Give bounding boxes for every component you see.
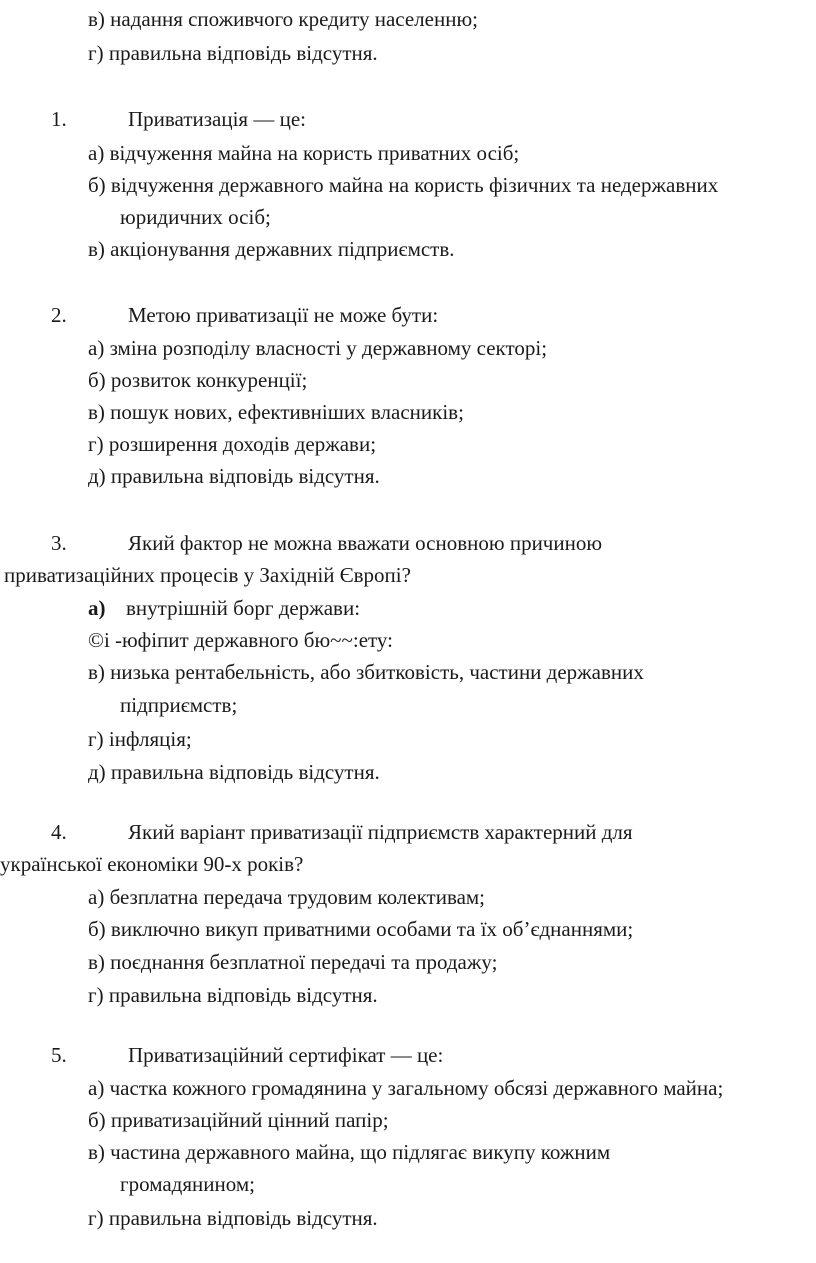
q3-option-a: внутрішній борг держави: — [126, 596, 361, 620]
q3-text-line1: Який фактор не можна вважати основною причиною — [128, 531, 603, 555]
q3-number: 3. — [51, 531, 67, 555]
q2-option-b: б) розвиток конкуренції; — [88, 368, 308, 392]
q1-text: Приватизація — це: — [128, 107, 306, 131]
q3-option-v-line1: в) низька рентабельність, або збитковість, частини державних — [88, 660, 644, 684]
q2-option-v: в) пошук нових, ефективніших власників; — [88, 400, 464, 424]
q4-option-g: г) правильна відповідь відсутня. — [88, 983, 378, 1007]
q1-number: 1. — [51, 107, 67, 131]
q4-option-v: в) поєднання безплатної передачі та продажу; — [88, 950, 498, 974]
q4-option-a: а) безплатна передача трудовим колективам; — [88, 885, 486, 909]
q1-option-a: а) відчуження майна на користь приватних осіб; — [88, 141, 520, 165]
q3-option-v-line2: підприємств; — [120, 693, 238, 717]
q4-text-line2: української економіки 90-х років? — [0, 852, 304, 876]
q5-option-b: б) приватизаційний цінний папір; — [88, 1108, 389, 1132]
q5-number: 5. — [51, 1043, 67, 1067]
q2-text: Метою приватизації не може бути: — [128, 303, 439, 327]
q5-option-v-line1: в) частина державного майна, що підлягає викупу кожним — [88, 1140, 611, 1164]
q4-text-line1: Який варіант приватизації підприємств характерний для — [128, 820, 633, 844]
q2-number: 2. — [51, 303, 67, 327]
q1-option-b-line1: б) відчуження державного майна на користь фізичних та недержавних — [88, 173, 719, 197]
q2-option-a: а) зміна розподілу власності у державному секторі; — [88, 336, 548, 360]
q4-number: 4. — [51, 820, 67, 844]
q3-option-b: ©і -юфіпит державного бю~~:ету: — [88, 628, 393, 652]
q5-option-g: г) правильна відповідь відсутня. — [88, 1206, 378, 1230]
q2-option-g: г) розширення доходів держави; — [88, 432, 377, 456]
q5-option-a: а) частка кожного громадянина у загальному обсязі державного майна; — [88, 1076, 724, 1100]
q5-option-v-line2: громадянином; — [120, 1172, 255, 1196]
q1-option-v: в) акціонування державних підприємств. — [88, 237, 455, 261]
intro-option-g: г) правильна відповідь відсутня. — [88, 41, 378, 65]
q3-text-line2: приватизаційних процесів у Західній Європі? — [4, 563, 411, 587]
q3-option-a-marker: а) — [88, 596, 106, 620]
q5-text: Приватизаційний сертифікат — це: — [128, 1043, 444, 1067]
intro-option-v: в) надання споживчого кредиту населенню; — [88, 7, 478, 31]
q3-option-g: г) інфляція; — [88, 727, 192, 751]
q1-option-b-line2: юридичних осіб; — [120, 205, 271, 229]
q2-option-d: д) правильна відповідь відсутня. — [88, 464, 380, 488]
q3-option-d: д) правильна відповідь відсутня. — [88, 760, 380, 784]
q4-option-b: б) виключно викуп приватними особами та їх об’єднаннями; — [88, 917, 634, 941]
